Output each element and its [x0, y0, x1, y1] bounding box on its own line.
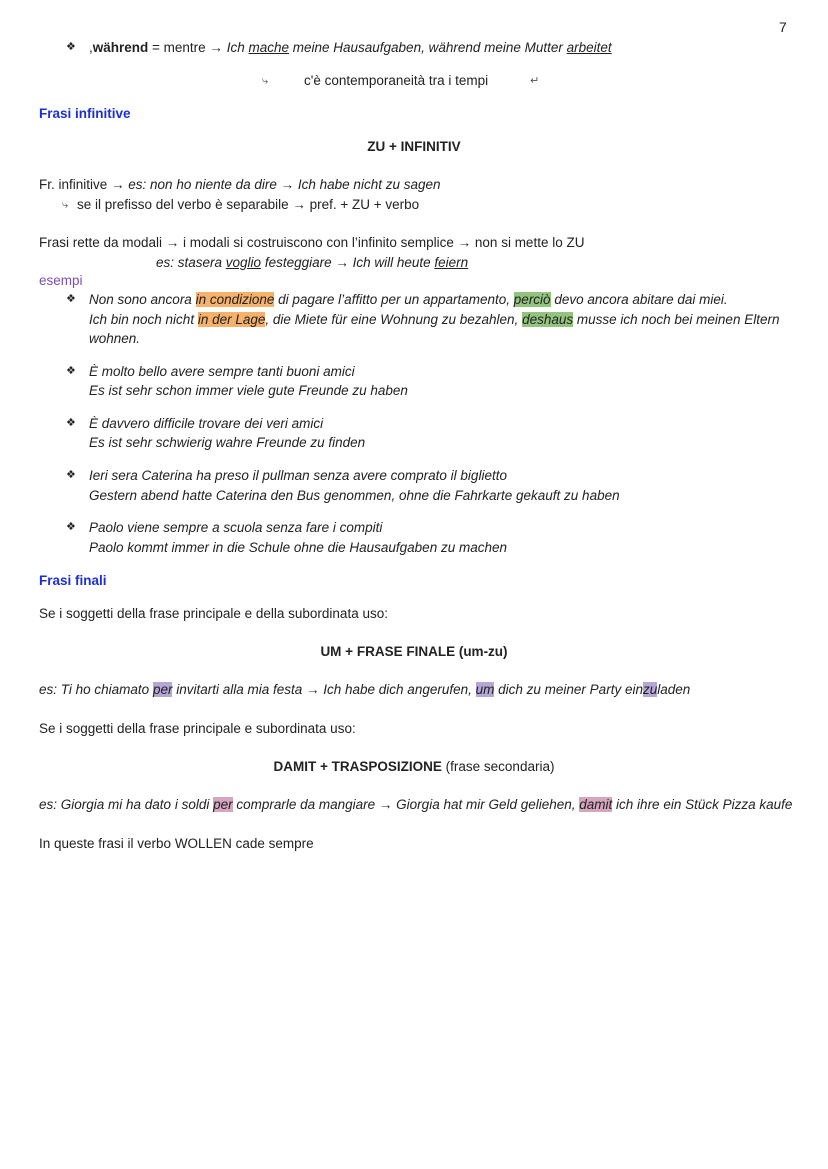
title-um-frase-finale: UM + FRASE FINALE (um-zu): [320, 644, 508, 659]
example-2-german: Es ist sehr schon immer viele gute Freunde zu haben: [89, 383, 408, 398]
finali-intro-1: Se i soggetti della frase principale e della subordinata uso:: [39, 606, 388, 621]
example-4-italian: Ieri sera Caterina ha preso il pullman senza avere comprato il biglietto: [89, 468, 507, 483]
modali-example: es: stasera voglio festeggiare → Ich will heute feiern: [156, 255, 469, 270]
example-3-italian: È davvero difficile trovare dei veri amici: [89, 416, 324, 431]
infinitive-line: Fr. infinitive → es: non ho niente da dire → Ich habe nicht zu sagen: [39, 177, 441, 192]
finali-example-2: es: Giorgia mi ha dato i soldi per comprarle da mangiare → Giorgia hat mir Geld geliehen, damit ich ihre ein Stück Pizza kaufe: [39, 797, 793, 812]
modali-line: Frasi rette da modali → i modali si costruiscono con l’infinito semplice → non si mette lo ZU: [39, 235, 585, 250]
closing-line: In queste frasi il verbo WOLLEN cade sempre: [39, 836, 314, 851]
example-4-german: Gestern abend hatte Caterina den Bus genommen, ohne die Fahrkarte gekauft zu haben: [89, 488, 620, 503]
example-5-italian: Paolo viene sempre a scuola senza fare i compiti: [89, 520, 383, 535]
finali-example-1: es: Ti ho chiamato per invitarti alla mia festa → Ich habe dich angerufen, um dich zu meiner Party einzuladen: [39, 682, 691, 697]
prefisso-line: se il prefisso del verbo è separabile → pref. + ZU + verbo: [77, 197, 420, 212]
title-damit-trasposizione: DAMIT + TRASPOSIZIONE (frase secondaria): [273, 759, 555, 774]
example-1-german-cont: wohnen.: [89, 331, 141, 346]
example-1-italian: Non sono ancora in condizione di pagare l’affitto per un appartamento, perciò devo ancora abitare dai miei.: [89, 292, 728, 307]
heading-frasi-finali: Frasi finali: [39, 573, 107, 588]
sub-arrow-icon: ⤷: [62, 199, 69, 211]
bullet-icon: ❖: [66, 41, 76, 53]
heading-frasi-infinitive: Frasi infinitive: [39, 106, 131, 121]
wahrend-line: ,während = mentre → Ich mache meine Hausaufgaben, während meine Mutter arbeitet: [89, 40, 612, 55]
bullet-icon: ❖: [66, 417, 76, 429]
example-2-italian: È molto bello avere sempre tanti buoni amici: [89, 364, 355, 379]
title-zu-infinitiv: ZU + INFINITIV: [367, 139, 461, 154]
sub-arrow-icon: ⤷: [262, 75, 269, 87]
page-number: 7: [779, 19, 787, 35]
return-arrow-icon: ↵: [530, 75, 540, 87]
contemporaneita-note: c'è contemporaneità tra i tempi: [304, 73, 489, 88]
esempi-label: esempi: [39, 273, 83, 288]
bullet-icon: ❖: [66, 521, 76, 533]
example-1-german: Ich bin noch nicht in der Lage, die Miete für eine Wohnung zu bezahlen, deshaus musse ich noch bei meinen Eltern: [89, 312, 780, 327]
example-3-german: Es ist sehr schwierig wahre Freunde zu finden: [89, 435, 366, 450]
bullet-icon: ❖: [66, 469, 76, 481]
example-5-german: Paolo kommt immer in die Schule ohne die Hausaufgaben zu machen: [89, 540, 507, 555]
bullet-icon: ❖: [66, 293, 76, 305]
bullet-icon: ❖: [66, 365, 76, 377]
finali-intro-2: Se i soggetti della frase principale e subordinata uso:: [39, 721, 356, 736]
